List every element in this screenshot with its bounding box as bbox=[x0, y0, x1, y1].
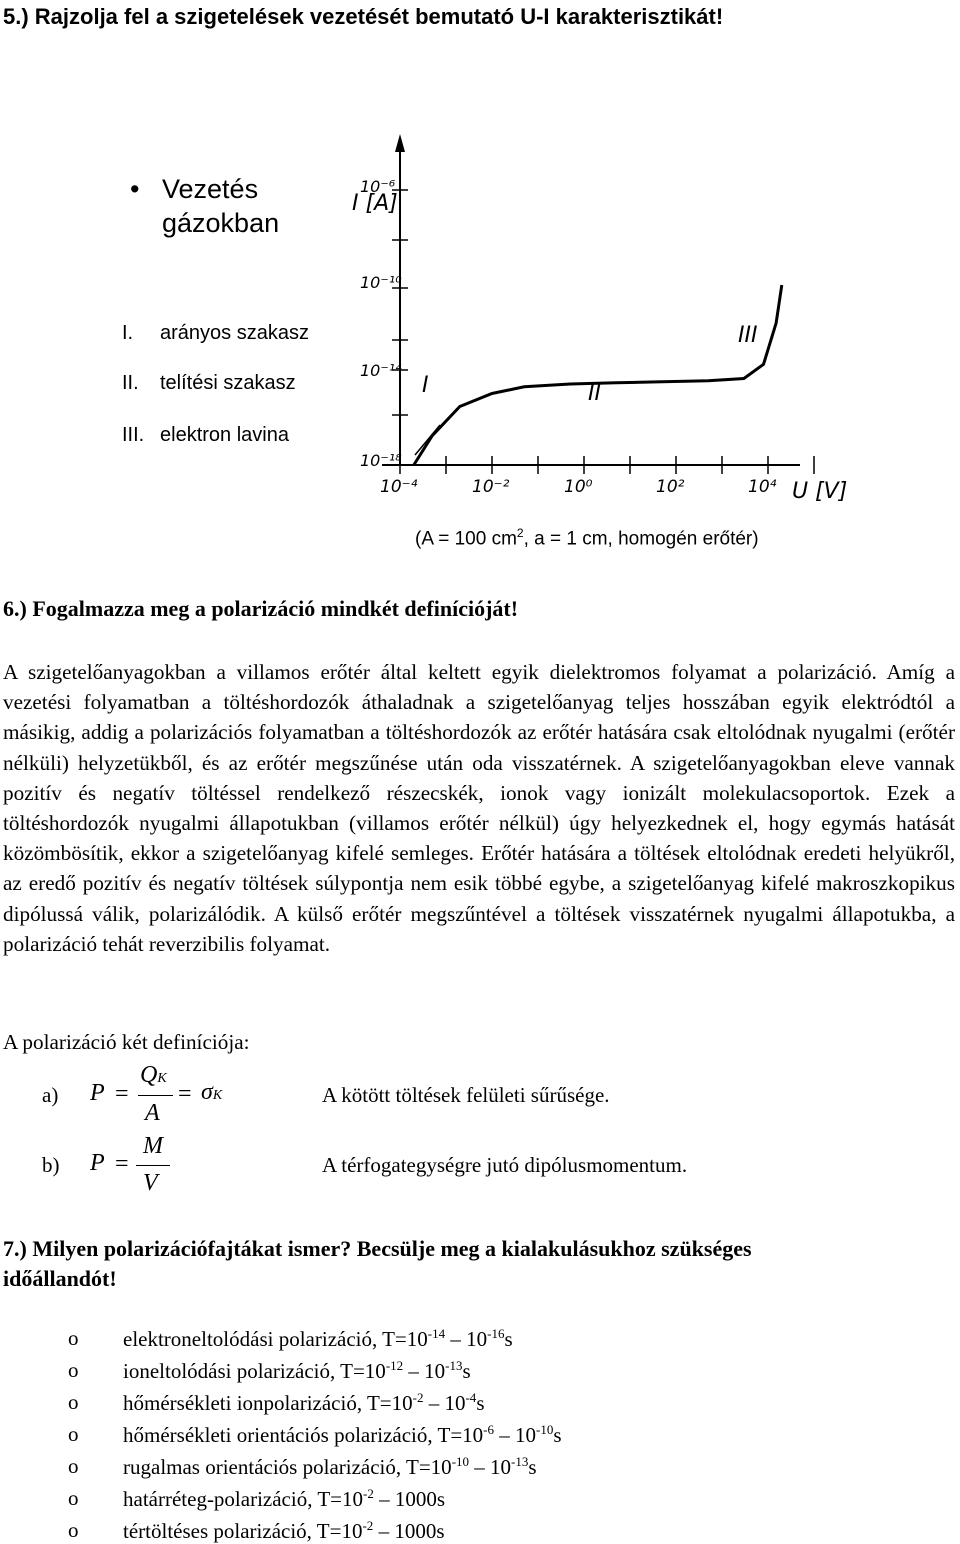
item-text: hőmérsékleti orientációs polarizáció, T=10 bbox=[123, 1423, 484, 1447]
annotation-region-3: III bbox=[738, 323, 758, 348]
section-7-title-line-2: időállandót! bbox=[3, 1266, 117, 1291]
def-a-sigma-sub: K bbox=[212, 1088, 223, 1103]
region-number: II. bbox=[122, 372, 139, 394]
y-tick-label: 10⁻¹⁰ bbox=[360, 273, 402, 292]
x-tick-label: 10⁴ bbox=[748, 477, 777, 497]
item-text: tértöltéses polarizáció, T=10 bbox=[123, 1519, 363, 1543]
item-mid: – 10 bbox=[494, 1423, 537, 1447]
def-a-sigma bbox=[201, 1079, 222, 1106]
list-marker-icon: o bbox=[68, 1326, 79, 1350]
y-axis-label: I [A] bbox=[352, 191, 398, 216]
item-mid: – 10 bbox=[469, 1455, 512, 1479]
region-1-marker bbox=[415, 425, 440, 455]
item-e2: -16 bbox=[487, 1326, 505, 1341]
ui-characteristic-chart bbox=[330, 130, 870, 510]
x-axis-label: U [V] bbox=[792, 479, 848, 504]
bullet-icon: • bbox=[130, 174, 140, 204]
region-number: III. bbox=[122, 424, 145, 446]
def-a-p: P bbox=[90, 1080, 105, 1106]
item-e1: -2 bbox=[362, 1518, 374, 1533]
y-tick-label: 10⁻¹⁸ bbox=[360, 451, 402, 470]
item-mid: – 1000s bbox=[373, 1487, 446, 1511]
caption-pre: (A = 100 cm bbox=[415, 528, 517, 550]
item-mid: – 1000s bbox=[373, 1519, 445, 1543]
section-5-title: 5.) Rajzolja fel a szigetelések vezetését bemutató U-I karakterisztikát! bbox=[3, 4, 724, 29]
def-a-q: Q bbox=[140, 1062, 158, 1088]
item-mid: – 10 bbox=[423, 1391, 466, 1415]
region-label: elektron lavina bbox=[160, 424, 289, 446]
region-label: telítési szakasz bbox=[160, 372, 296, 394]
definition-intro: A polarizáció két definíciója: bbox=[3, 1030, 250, 1054]
item-e1: -10 bbox=[451, 1454, 470, 1469]
item-text: rugalmas orientációs polarizáció, T=10 bbox=[123, 1455, 452, 1479]
item-e2: -13 bbox=[445, 1358, 463, 1373]
annotation-region-2: II bbox=[588, 381, 601, 406]
item-mid: – 10 bbox=[445, 1327, 488, 1351]
item-e2: -10 bbox=[536, 1422, 554, 1437]
list-marker-icon: o bbox=[68, 1390, 79, 1414]
item-end: s bbox=[462, 1359, 471, 1383]
chart-caption bbox=[415, 526, 759, 550]
characteristic-curve bbox=[414, 285, 782, 465]
item-e1: -14 bbox=[427, 1326, 446, 1341]
list-marker-icon: o bbox=[68, 1518, 79, 1542]
y-tick-label: 10⁻⁶ bbox=[360, 177, 396, 196]
def-b-p: P bbox=[90, 1150, 105, 1176]
def-a-q-sub: K bbox=[157, 1071, 167, 1086]
item-text: hőmérsékleti ionpolarizáció, T=10 bbox=[123, 1391, 413, 1415]
item-e2: -13 bbox=[511, 1454, 529, 1469]
caption-sup: 2 bbox=[516, 526, 524, 540]
caption-post: , a = 1 cm, homogén erőtér) bbox=[523, 528, 759, 550]
item-text: ioneltolódási polarizáció, T=10 bbox=[123, 1359, 386, 1383]
def-a-fraction-bar bbox=[138, 1095, 173, 1096]
def-b-numerator: M bbox=[143, 1133, 163, 1159]
def-b-label: b) bbox=[42, 1153, 60, 1177]
polarization-item-text bbox=[123, 1390, 485, 1416]
def-a-numerator bbox=[140, 1062, 167, 1089]
def-a-label: a) bbox=[42, 1083, 59, 1107]
item-end: s bbox=[504, 1327, 513, 1351]
item-text: elektroneltolódási polarizáció, T=10 bbox=[123, 1327, 428, 1351]
list-marker-icon: o bbox=[68, 1486, 79, 1510]
item-text: határréteg-polarizáció, T=10 bbox=[123, 1487, 364, 1511]
def-b-eq: = bbox=[115, 1151, 129, 1177]
item-end: s bbox=[528, 1455, 537, 1479]
annotation-region-1: I bbox=[422, 373, 429, 398]
section-7-title-line-1: 7.) Milyen polarizációfajtákat ismer? Becsülje meg a kialakulásukhoz szükséges bbox=[3, 1236, 752, 1261]
polarization-item-text bbox=[123, 1358, 471, 1384]
def-a-denominator: A bbox=[145, 1100, 160, 1126]
def-b-description: A térfogategységre jutó dipólusmomentum. bbox=[322, 1153, 688, 1177]
x-tick-label: 10⁻⁴ bbox=[380, 477, 418, 497]
y-axis-arrow bbox=[395, 134, 405, 152]
list-marker-icon: o bbox=[68, 1422, 79, 1446]
item-e1: -2 bbox=[412, 1390, 424, 1405]
region-number: I. bbox=[122, 322, 134, 344]
x-tick-label: 10⁻² bbox=[472, 477, 510, 497]
x-tick-label: 10² bbox=[656, 477, 685, 497]
def-a-eq2: = bbox=[178, 1081, 192, 1107]
def-b-fraction-bar bbox=[136, 1165, 170, 1166]
sigma-symbol: σ bbox=[201, 1079, 213, 1105]
section-6-title: 6.) Fogalmazza meg a polarizáció mindkét definícióját! bbox=[3, 596, 519, 621]
item-end: s bbox=[476, 1391, 485, 1415]
def-a-eq: = bbox=[115, 1081, 129, 1107]
x-tick-label: 10⁰ bbox=[564, 477, 593, 497]
item-e2: -4 bbox=[465, 1390, 477, 1405]
item-e1: -6 bbox=[483, 1422, 495, 1437]
item-e1: -12 bbox=[385, 1358, 404, 1373]
polarization-item-text bbox=[123, 1454, 537, 1480]
polarization-item-text bbox=[123, 1422, 562, 1448]
y-tick-label: 10⁻¹⁴ bbox=[360, 361, 402, 380]
polarization-item-text bbox=[123, 1486, 445, 1512]
def-a-description: A kötött töltések felületi sűrűsége. bbox=[322, 1083, 610, 1107]
polarization-item-text bbox=[123, 1326, 513, 1352]
section-6-paragraph: A szigetelőanyagokban a villamos erőtér által keltett egyik dielektromos folyamat a polarizáció. Amíg a vezetési folyamatban a töltéshordozók áthaladnak a szigetelőanyag teljes hosszában egyik elektródtól a másikig, addig a polarizációs folyamatban a töltéshordozók az erőtér hatására csak eltolódnak nyugalmi (erőtér nélküli) helyzetükből, és az erőtér megszűnése után oda visszatérnek. A szigetelőanyagokban eleve vannak pozitív és negatív töltéssel rendelkező részecskék, ionok vagy ionizált molekulacsoportok. Ezek a töltéshordozók nyugalmi állapotukban (villamos erőtér nélkül) úgy helyezkednek el, hogy egymás hatását közömbösítik, ekkor a szigetelőanyag kifelé semleges. Erőtér hatására a töltések eltolódnak eredeti helyükről, az eredő pozitív és negatív töltések súlypontja nem esik többé egybe, a szigetelőanyag kifelé makroszkopikus dipólussá válik, polarizálódik. A külső erőtér megszűntével a töltések visszatérnek nyugalmi állapotukba, a polarizáció tehát reverzibilis folyamat. bbox=[3, 660, 955, 956]
item-mid: – 10 bbox=[403, 1359, 446, 1383]
item-end: s bbox=[553, 1423, 562, 1447]
polarization-item-text bbox=[123, 1518, 445, 1544]
list-marker-icon: o bbox=[68, 1454, 79, 1478]
def-b-denominator: V bbox=[143, 1170, 158, 1196]
list-marker-icon: o bbox=[68, 1358, 79, 1382]
region-label: arányos szakasz bbox=[160, 322, 309, 344]
slide-bullet-text: Vezetés gázokban bbox=[162, 174, 280, 238]
item-e1: -2 bbox=[363, 1486, 374, 1501]
